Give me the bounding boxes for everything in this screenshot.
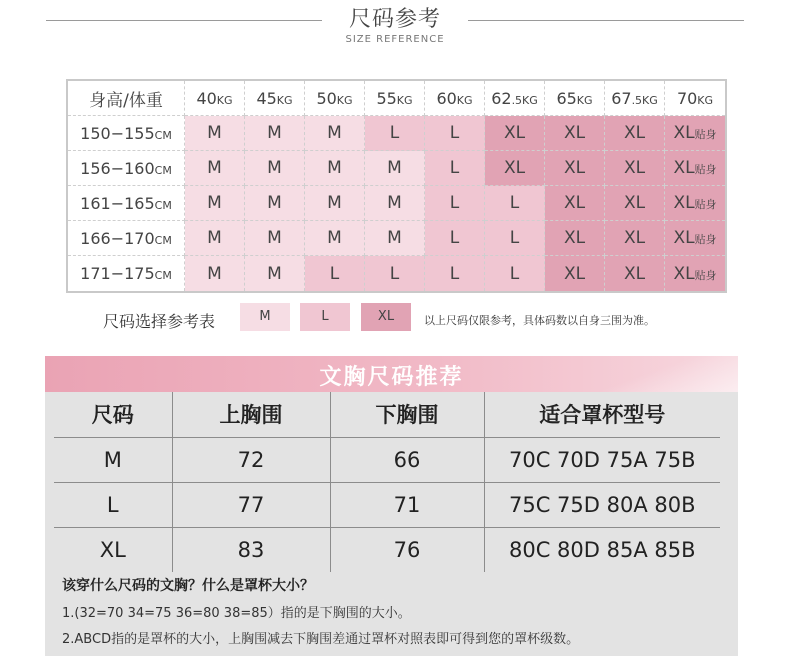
legend-swatch-xl: XL	[361, 303, 411, 331]
size-value: M	[387, 158, 402, 178]
size-value: L	[509, 228, 520, 248]
size-value: M	[207, 228, 222, 248]
size-chart-row	[68, 116, 725, 151]
size-cell	[305, 256, 365, 291]
legend-note: 以上尺码仅限参考，具体码数以自身三围为准。	[424, 314, 655, 327]
size-cell	[545, 151, 605, 186]
size-cell	[425, 116, 485, 151]
size-value: L	[389, 123, 400, 143]
bra-row	[54, 527, 720, 572]
weight-value: 40	[196, 88, 217, 108]
size-cell	[245, 151, 305, 186]
weight-unit: KG	[336, 93, 353, 107]
size-cell	[425, 256, 485, 291]
weight-value: 62	[491, 88, 512, 108]
legend-swatch-l: L	[300, 303, 350, 331]
size-value: L	[509, 193, 520, 213]
bra-header-upper-bust: 上胸围	[172, 392, 330, 437]
bra-row	[54, 437, 720, 482]
size-value: XL	[623, 193, 646, 213]
faq-answer-1: 1.(32=70 34=75 36=80 38=85）指的是下胸围的大小。	[62, 606, 411, 621]
size-value: M	[267, 123, 282, 143]
size-cell	[185, 256, 245, 291]
fitted-suffix: 贴身	[694, 233, 717, 246]
size-cell	[485, 186, 545, 221]
bra-cell-under-bust: 71	[330, 482, 484, 527]
legend-label: 尺码选择参考表	[103, 312, 216, 331]
size-cell	[305, 116, 365, 151]
size-cell	[485, 256, 545, 291]
size-value: L	[449, 263, 460, 284]
fitted-suffix: 贴身	[694, 163, 717, 176]
bra-header-size: 尺码	[54, 392, 172, 437]
size-cell	[245, 116, 305, 151]
bra-header-under-bust: 下胸围	[330, 392, 484, 437]
size-value: M	[327, 228, 342, 248]
size-cell	[425, 151, 485, 186]
size-cell	[665, 221, 725, 256]
fitted-suffix: 贴身	[694, 198, 717, 211]
weight-unit: .5KG	[631, 93, 658, 107]
bra-cell-size: XL	[99, 537, 126, 562]
size-value: M	[327, 123, 342, 143]
size-cell	[185, 116, 245, 151]
size-value: XL	[503, 158, 526, 178]
size-cell	[185, 186, 245, 221]
size-value: M	[267, 228, 282, 248]
bra-cell-cup: 80C 80D 85A 85B	[484, 527, 720, 572]
size-value: M	[267, 263, 282, 284]
size-chart-table	[66, 79, 727, 293]
weight-column-header	[485, 81, 545, 116]
legend-swatch-m: M	[240, 303, 290, 331]
weight-column-header	[425, 81, 485, 116]
size-value: XL	[623, 123, 646, 143]
page-subtitle: SIZE REFERENCE	[345, 34, 445, 45]
weight-column-header	[365, 81, 425, 116]
size-cell	[305, 186, 365, 221]
size-value: L	[449, 158, 460, 178]
bra-row	[54, 482, 720, 527]
bra-header-cup: 适合罩杯型号	[484, 392, 720, 437]
size-chart-row	[68, 151, 725, 186]
height-range: 171−175	[80, 264, 155, 283]
height-row-header	[68, 256, 185, 291]
height-unit: CM	[154, 269, 172, 282]
size-cell	[185, 151, 245, 186]
size-value: XL	[673, 123, 695, 143]
weight-unit: KG	[276, 93, 293, 107]
size-cell	[245, 256, 305, 291]
size-cell	[605, 151, 665, 186]
height-row-header	[68, 116, 185, 151]
weight-value: 60	[436, 88, 457, 108]
weight-value: 55	[376, 88, 397, 108]
weight-column-header	[245, 81, 305, 116]
height-row-header	[68, 151, 185, 186]
size-cell	[425, 221, 485, 256]
bra-banner-title: 文胸尺码推荐	[319, 365, 464, 390]
weight-unit: KG	[576, 93, 593, 107]
size-cell	[665, 186, 725, 221]
size-value: M	[207, 123, 222, 143]
height-unit: CM	[154, 128, 172, 142]
size-value: L	[509, 263, 520, 284]
size-cell	[605, 116, 665, 151]
size-value: XL	[673, 263, 695, 284]
bra-cell-under-bust: 66	[330, 437, 484, 482]
size-value: M	[267, 193, 282, 213]
fitted-suffix: 贴身	[694, 128, 717, 141]
size-value: M	[387, 228, 402, 248]
bra-cell-size: L	[54, 482, 172, 527]
height-range: 150−155	[80, 123, 155, 143]
size-cell	[605, 186, 665, 221]
size-cell	[545, 256, 605, 291]
size-value: XL	[563, 228, 586, 248]
size-cell	[485, 116, 545, 151]
bra-cell-size: M	[54, 437, 172, 482]
size-value: L	[449, 123, 460, 143]
weight-value: 67	[611, 88, 632, 108]
bra-cell-cup: 70C 70D 75A 75B	[484, 437, 720, 482]
size-value: M	[327, 158, 342, 178]
page-title: 尺码参考	[348, 7, 441, 32]
bra-cell-upper-bust: 72	[172, 437, 330, 482]
weight-value: 50	[316, 88, 337, 108]
size-value: XL	[623, 158, 646, 178]
size-value: XL	[503, 123, 526, 143]
size-value: M	[207, 158, 222, 178]
size-value: XL	[563, 158, 586, 178]
size-value: XL	[673, 158, 695, 178]
size-cell	[365, 221, 425, 256]
weight-value: 45	[256, 88, 277, 108]
size-cell	[305, 151, 365, 186]
weight-unit: KG	[697, 93, 714, 107]
size-value: XL	[563, 123, 586, 143]
size-value: XL	[673, 193, 695, 213]
faq-question: 该穿什么尺码的文胸？什么是罩杯大小？	[62, 578, 314, 594]
size-cell	[665, 151, 725, 186]
bra-cell-upper-bust: 77	[172, 482, 330, 527]
size-value: M	[267, 158, 282, 178]
height-unit: CM	[154, 198, 172, 212]
size-chart-corner: 身高/体重	[68, 81, 185, 116]
size-value: L	[389, 263, 400, 284]
size-value: XL	[563, 193, 586, 213]
size-cell	[605, 256, 665, 291]
size-value: L	[449, 193, 460, 213]
size-cell	[545, 116, 605, 151]
bra-cell-upper-bust: 83	[172, 527, 330, 572]
size-cell	[485, 151, 545, 186]
height-unit: CM	[154, 163, 172, 177]
size-cell	[665, 116, 725, 151]
size-cell	[245, 221, 305, 256]
weight-column-header	[185, 81, 245, 116]
bra-cell-cup: 75C 75D 80A 80B	[484, 482, 720, 527]
size-chart-header-row	[68, 81, 725, 116]
size-cell	[545, 221, 605, 256]
fitted-suffix: 贴身	[694, 268, 717, 282]
height-row-header	[68, 221, 185, 256]
size-value: XL	[673, 228, 695, 248]
weight-unit: KG	[216, 93, 233, 107]
size-chart-row	[68, 221, 725, 256]
size-value: XL	[623, 228, 646, 248]
faq-answer-2: 2.ABCD指的是罩杯的大小，上胸围减去下胸围差通过罩杯对照表即可得到您的罩杯级数。	[62, 632, 580, 647]
weight-column-header	[545, 81, 605, 116]
size-value: XL	[623, 263, 646, 284]
size-cell	[245, 186, 305, 221]
size-cell	[305, 221, 365, 256]
height-unit: CM	[154, 233, 172, 247]
size-chart-row	[68, 186, 725, 221]
size-cell	[545, 186, 605, 221]
size-value: M	[207, 263, 222, 284]
size-cell	[365, 186, 425, 221]
height-range: 161−165	[80, 193, 155, 213]
bra-cell-under-bust: 76	[330, 527, 484, 572]
weight-value: 65	[556, 88, 577, 108]
size-chart-row	[68, 256, 725, 291]
size-cell	[425, 186, 485, 221]
size-value: L	[449, 228, 460, 248]
size-cell	[365, 256, 425, 291]
weight-column-header	[605, 81, 665, 116]
height-range: 166−170	[80, 228, 155, 248]
weight-column-header	[305, 81, 365, 116]
size-value: M	[207, 193, 222, 213]
weight-unit: KG	[456, 93, 473, 107]
weight-unit: .5KG	[511, 93, 538, 107]
size-value: XL	[563, 263, 586, 284]
bra-size-table	[54, 392, 720, 572]
weight-unit: KG	[396, 93, 413, 107]
size-value: L	[329, 263, 340, 284]
size-value: M	[387, 193, 402, 213]
size-cell	[665, 256, 725, 291]
size-cell	[365, 116, 425, 151]
weight-value: 70	[676, 88, 698, 108]
bra-header-row	[54, 392, 720, 437]
size-cell	[485, 221, 545, 256]
weight-column-header	[665, 81, 725, 116]
height-row-header	[68, 186, 185, 221]
size-cell	[605, 221, 665, 256]
size-value: M	[327, 193, 342, 213]
height-range: 156−160	[80, 158, 155, 178]
size-cell	[185, 221, 245, 256]
size-cell	[365, 151, 425, 186]
